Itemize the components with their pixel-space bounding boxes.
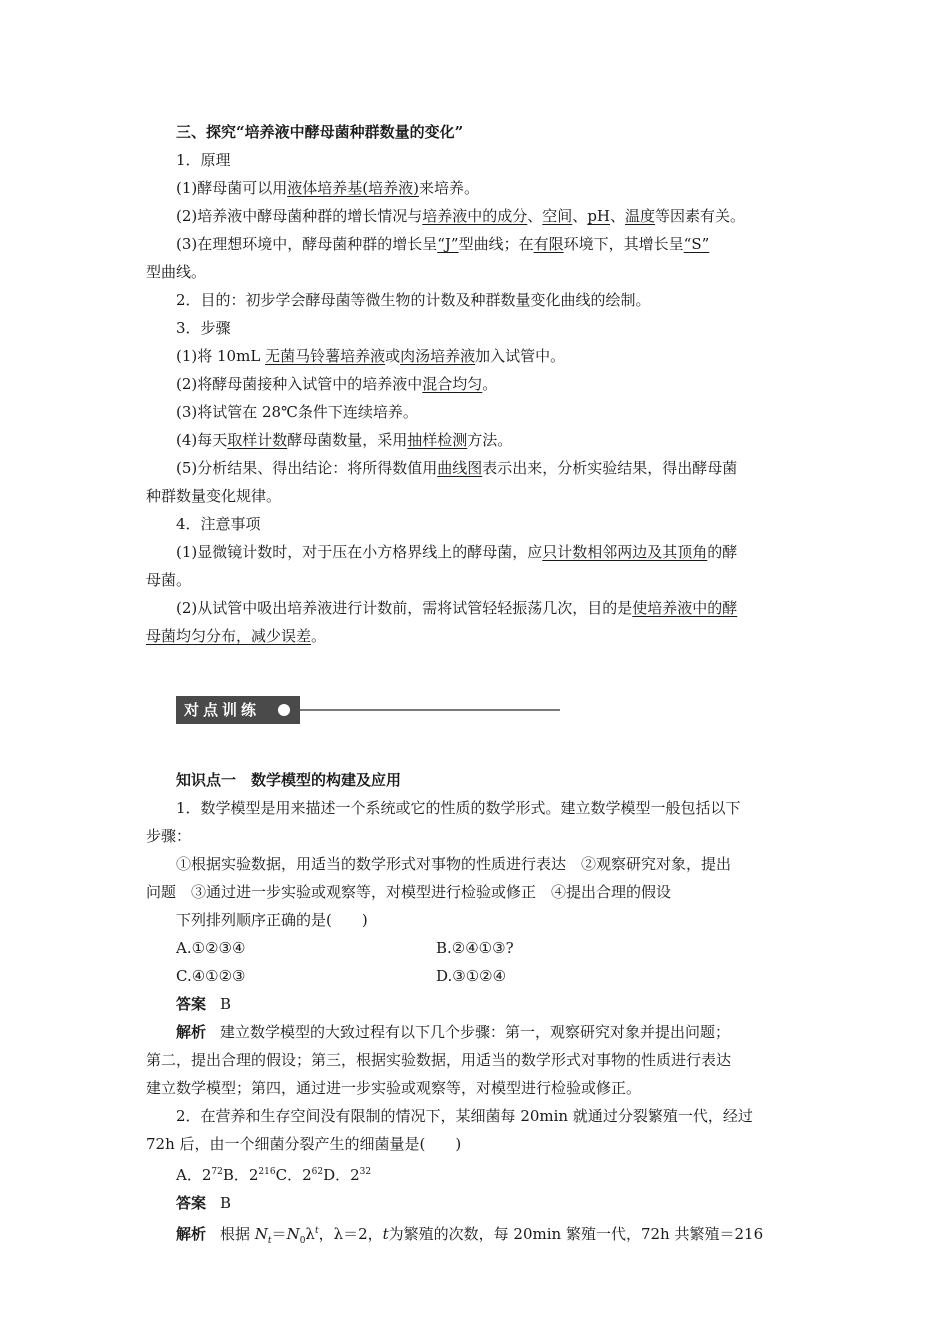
principle-heading: 1．原理: [176, 151, 231, 169]
knowledge-point-heading: 知识点一 数学模型的构建及应用: [176, 771, 402, 789]
underlined-answer: 混合均匀: [422, 375, 483, 393]
steps-heading: 3．步骤: [176, 319, 231, 337]
underlined-answer: 只计数相邻两边及其顶角: [542, 543, 708, 561]
question-1-explanation: 解析 建立数学模型的大致过程有以下几个步骤：第一，观察研究对象并提出问题；: [176, 1023, 731, 1041]
question-1-explanation-cont: 建立数学模型；第四，通过进一步实验或观察等，对模型进行检验或修正。: [146, 1079, 642, 1097]
option-a: A.①②③④: [176, 939, 246, 957]
principle-item-3-cont: 型曲线。: [146, 263, 207, 281]
question-1-line: ①根据实验数据，用适当的数学形式对事物的性质进行表达 ②观察研究对象，提出: [176, 855, 732, 873]
underlined-answer: 无菌马铃薯培养液: [265, 347, 386, 365]
note-2: (2)从试管中吸出培养液进行计数前，需将试管轻轻振荡几次，目的是使培养液中的酵: [176, 599, 738, 617]
question-2-explanation: 解析 根据 $N_t=N_0\lambda^t$，λ＝2，t为繁殖的次数，每 20min 繁殖一代，72h 共繁殖＝216: [176, 1225, 764, 1246]
question-1-options: [146, 934, 810, 962]
banner-rule: [300, 709, 560, 711]
step-4: (4)每天取样计数酵母菌数量，采用抽样检测方法。: [176, 431, 513, 449]
question-2-answer: 答案 B: [176, 1194, 232, 1212]
practice-banner: [176, 696, 810, 726]
underlined-answer: pH: [587, 207, 610, 225]
underlined-answer: 母菌均匀分布，减少误差: [146, 627, 312, 645]
question-1-explanation-cont: 第二，提出合理的假设；第三，根据实验数据，用适当的数学形式对事物的性质进行表达: [146, 1051, 732, 1069]
underlined-answer: 抽样检测: [407, 431, 468, 449]
underlined-answer: 空间: [542, 207, 573, 225]
banner-label: 对点训练: [176, 696, 300, 724]
step-5-cont: 种群数量变化规律。: [146, 487, 282, 505]
bullet-dot-icon: [278, 704, 290, 716]
underlined-answer: “J”: [437, 235, 459, 253]
question-2-line: 2．在营养和生存空间没有限制的情况下，某细菌每 20min 就通过分裂繁殖一代，经过: [176, 1107, 753, 1125]
underlined-answer: 取样计数: [227, 431, 288, 449]
note-1: (1)显微镜计数时，对于压在小方格界线上的酵母菌，应只计数相邻两边及其顶角的酵: [176, 543, 738, 561]
question-1-answer: 答案 B: [176, 995, 232, 1013]
step-1: (1)将 10mL 无菌马铃薯培养液或肉汤培养液加入试管中。: [176, 347, 566, 365]
question-1-line: 问题 ③通过进一步实验或观察等，对模型进行检验或修正 ④提出合理的假设: [146, 883, 672, 901]
underlined-answer: “S”: [683, 235, 710, 253]
underlined-answer: 使培养液中的酵: [632, 599, 738, 617]
underlined-answer: 温度: [625, 207, 656, 225]
question-2-line: 72h 后，由一个细菌分裂产生的细菌量是( ): [146, 1135, 462, 1153]
underlined-answer: 曲线图: [437, 459, 483, 477]
principle-item-1: (1)酵母菌可以用液体培养基(培养液)来培养。: [176, 179, 479, 197]
note-1-cont: 母菌。: [146, 571, 192, 589]
step-3: (3)将试管在 28℃条件下连续培养。: [176, 403, 418, 421]
note-2-cont: 母菌均匀分布，减少误差。: [146, 627, 327, 645]
notes-heading: 4．注意事项: [176, 515, 261, 533]
question-1-line: 1．数学模型是用来描述一个系统或它的性质的数学形式。建立数学模型一般包括以下: [176, 799, 741, 817]
question-1-line: 步骤：: [146, 827, 192, 845]
underlined-answer: 有限: [533, 235, 564, 253]
question-1-options: [146, 962, 810, 990]
underlined-answer: 培养液中的成分: [422, 207, 528, 225]
document-page: [146, 118, 810, 1255]
purpose: 2．目的：初步学会酵母菌等微生物的计数及种群数量变化曲线的绘制。: [176, 291, 651, 309]
step-5: (5)分析结果、得出结论：将所得数值用曲线图表示出来，分析实验结果，得出酵母菌: [176, 459, 738, 477]
option-c: C.④①②③: [176, 967, 246, 985]
question-1-prompt: 下列排列顺序正确的是( ): [176, 911, 368, 929]
option-d: D.③①②④: [436, 967, 507, 985]
underlined-answer: 肉汤培养液: [400, 347, 476, 365]
section-title: 三、探究“培养液中酵母菌种群数量的变化”: [176, 123, 464, 141]
option-b: B.②④①③?: [436, 939, 514, 957]
underlined-answer: 液体培养基(培养液): [287, 179, 419, 197]
step-2: (2)将酵母菌接种入试管中的培养液中混合均匀。: [176, 375, 498, 393]
principle-item-2: (2)培养液中酵母菌种群的增长情况与培养液中的成分、空间、pH、温度等因素有关。: [176, 207, 746, 225]
question-2-options: A．$2^{72}B$．$2^{216}C$．$2^{62}D$．$2^{32}$: [176, 1166, 372, 1184]
principle-item-3: (3)在理想环境中，酵母菌种群的增长呈“J”型曲线；在有限环境下，其增长呈“S”: [176, 235, 710, 253]
